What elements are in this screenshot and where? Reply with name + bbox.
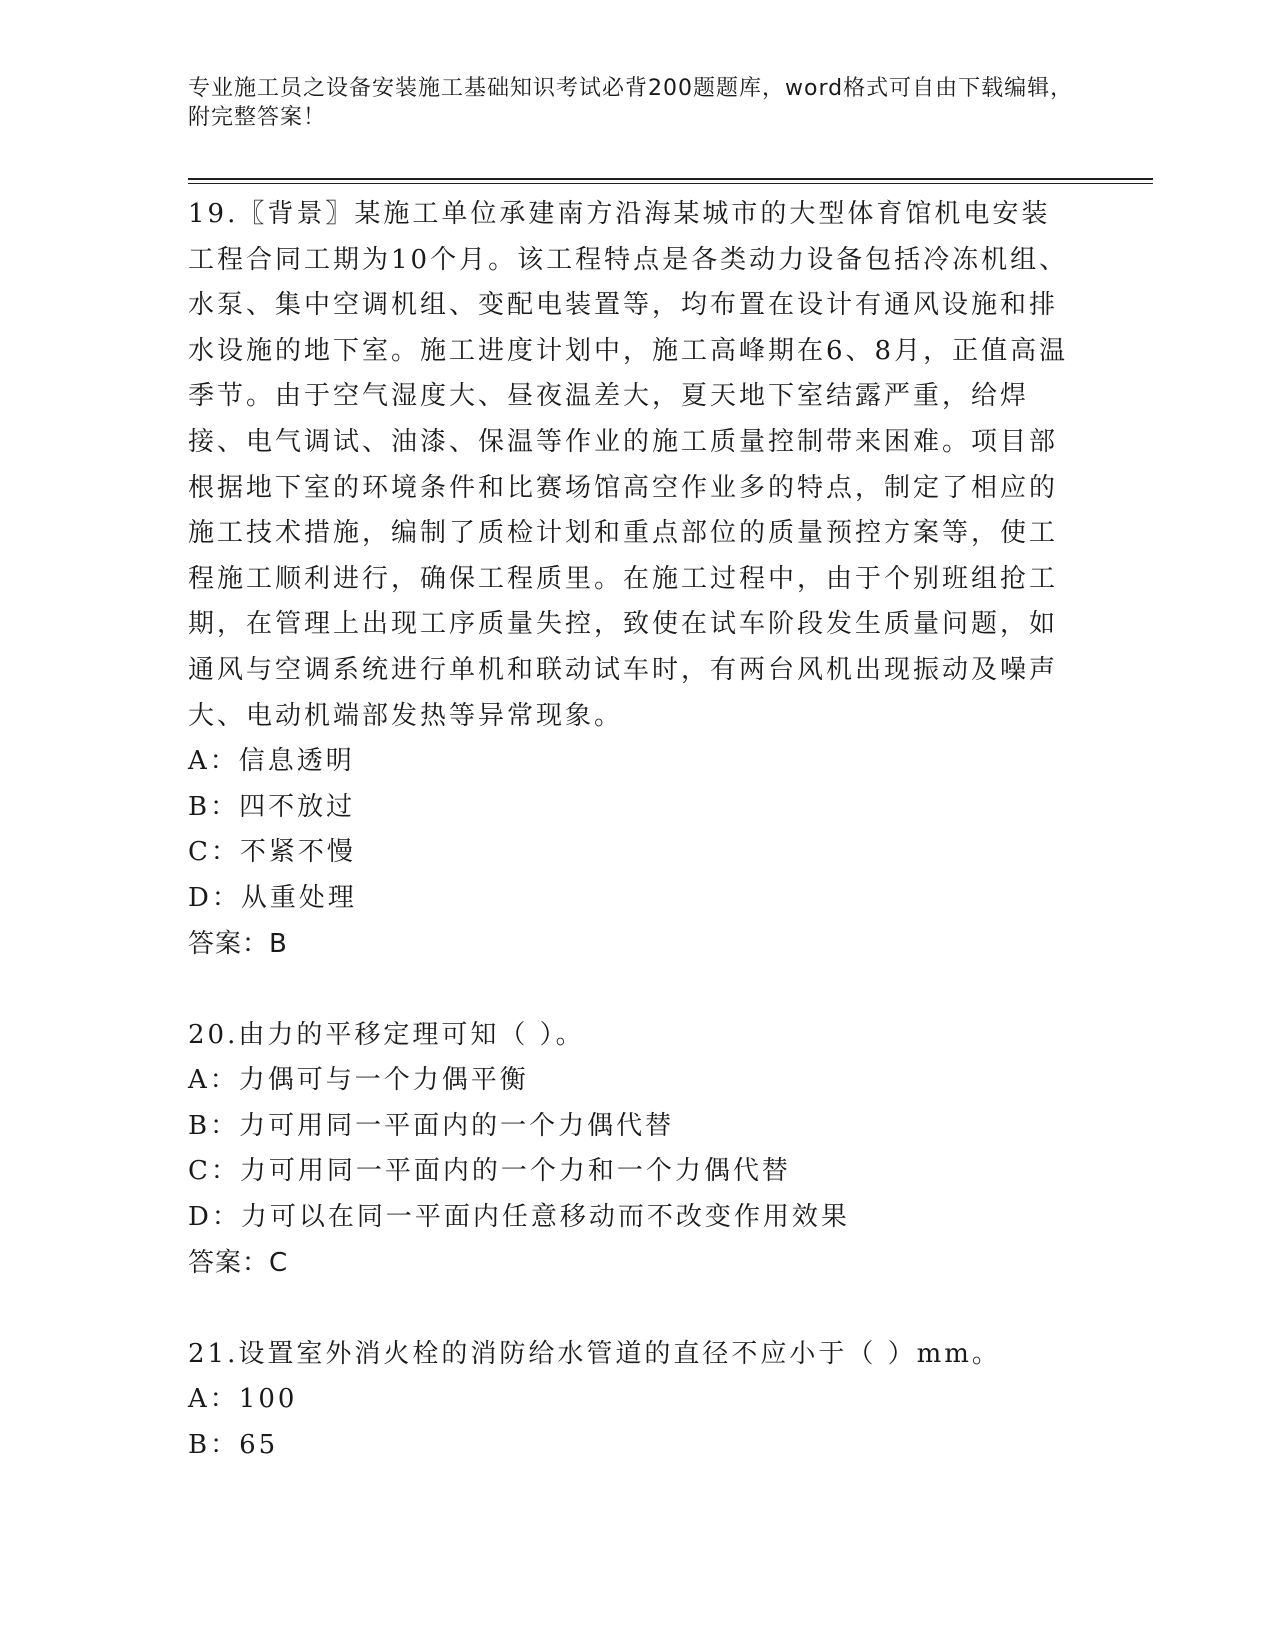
answer-label: 答案：B	[188, 928, 288, 959]
question-20	[188, 1013, 1078, 1287]
option-a: A：100	[188, 1384, 298, 1415]
question-stem: 20.由力的平移定理可知（ ）。	[188, 1019, 585, 1050]
document-header: 专业施工员之设备安装施工基础知识考试必背200题题库，word格式可自由下载编辑，附完整答案！	[188, 76, 1074, 130]
header-divider-thin	[188, 183, 1153, 184]
option-d: D：力可以在同一平面内任意移动而不改变作用效果	[188, 1202, 850, 1233]
spacer	[188, 967, 1078, 1013]
question-stem: 21.设置室外消火栓的消防给水管道的直径不应小于（ ）mm。	[188, 1338, 1001, 1369]
option-a: A：信息透明	[188, 746, 355, 777]
question-stem: 19.〖背景〗某施工单位承建南方沿海某城市的大型体育馆机电安装工程合同工期为10个月。该工程特点是各类动力设备包括冷冻机组、水泵、集中空调机组、变配电装置等，均布置在设计有通风设施和排水设施的地下室。施工进度计划中，施工高峰期在6、8月，正值高温季节。由于空气湿度大、昼夜温差大，夏天地下室结露严重，给焊接、电气调试、油漆、保温等作业的施工质量控制带来困难。项目部根据地下室的环境条件和比赛场馆高空作业多的特点，制定了相应的施工技术措施，编制了质检计划和重点部位的质量预控方案等，使工程施工顺利进行，确保工程质里。在施工过程中，由于个别班组抢工期，在管理上出现工序质量失控，致使在试车阶段发生质量问题，如通风与空调系统进行单机和联动试车时，有两台风机出现振动及噪声大、电动机端部发热等异常现象。	[188, 199, 1069, 731]
option-a: A：力偶可与一个力偶平衡	[188, 1065, 529, 1096]
question-21	[188, 1332, 1078, 1469]
question-list	[188, 192, 1078, 1469]
option-d: D：从重处理	[188, 882, 357, 913]
option-c: C：力可用同一平面内的一个力和一个力偶代替	[188, 1156, 791, 1187]
option-b: B：四不放过	[188, 791, 356, 822]
option-b: B：65	[188, 1430, 279, 1461]
option-c: C：不紧不慢	[188, 837, 356, 868]
answer-label: 答案：C	[188, 1247, 289, 1278]
question-19	[188, 192, 1078, 967]
option-b: B：力可用同一平面内的一个力偶代替	[188, 1110, 675, 1141]
spacer	[188, 1286, 1078, 1332]
header-divider-thick	[188, 178, 1153, 180]
